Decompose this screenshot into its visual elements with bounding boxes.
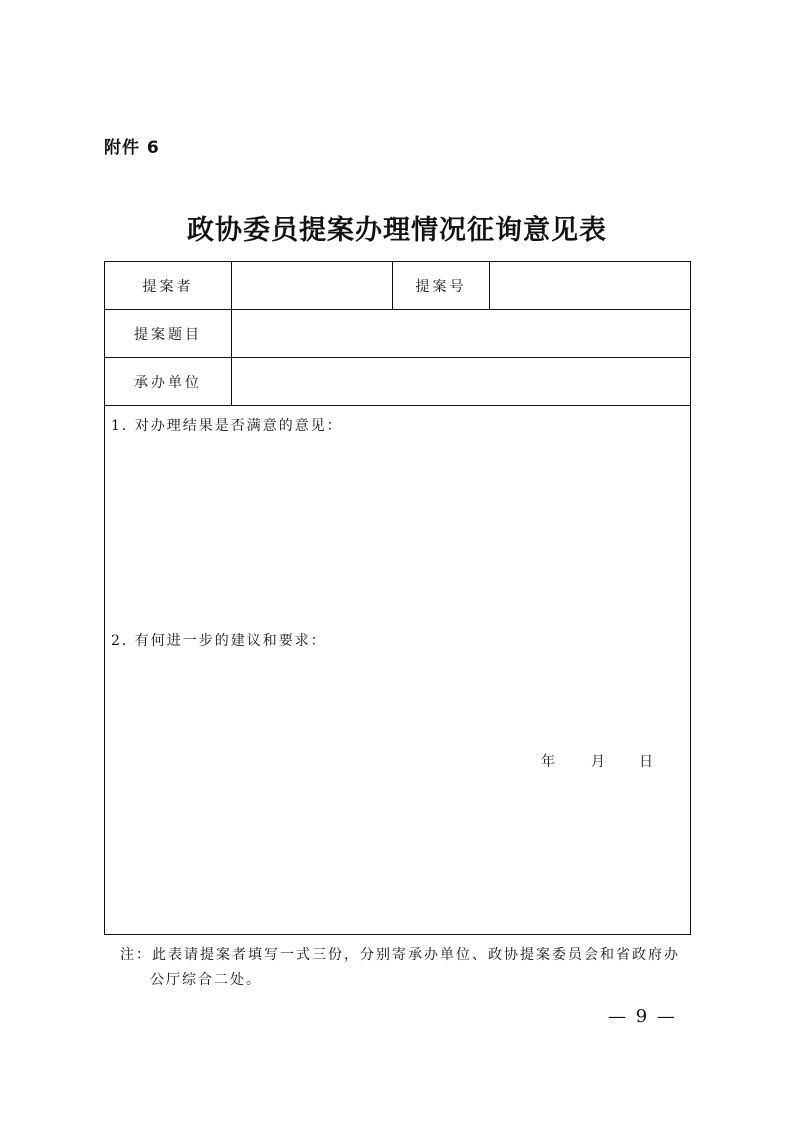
- proposal-number-field[interactable]: [490, 262, 690, 309]
- footnote-line-1: 注：此表请提案者填写一式三份，分别寄承办单位、政协提案委员会和省政府办: [120, 947, 680, 963]
- opinion-form-table: [104, 261, 691, 935]
- question-suggestions: 2. 有何进一步的建议和要求：: [111, 633, 327, 649]
- proposer-field[interactable]: [232, 262, 393, 309]
- handling-unit-label: 承办单位: [105, 358, 232, 405]
- page-number: — 9 —: [608, 1006, 677, 1027]
- footnote: [120, 943, 698, 993]
- proposer-label: 提案者: [105, 262, 232, 309]
- date-year-label: 年: [541, 754, 555, 770]
- document-title: 政协委员提案办理情况征询意见表: [187, 215, 607, 246]
- subject-label: 提案题目: [105, 310, 232, 357]
- form-row-proposer: [105, 262, 690, 310]
- attachment-label: 附件 6: [104, 138, 160, 158]
- form-row-subject: [105, 310, 690, 358]
- subject-field[interactable]: [232, 310, 690, 357]
- proposal-number-label: 提案号: [393, 262, 490, 309]
- footnote-line-2: 公厅综合二处。: [150, 972, 262, 988]
- date-month-label: 月: [591, 754, 605, 770]
- date-day-label: 日: [639, 754, 653, 770]
- form-row-handling-unit: [105, 358, 690, 406]
- question-satisfaction: 1. 对办理结果是否满意的意见：: [111, 418, 343, 434]
- handling-unit-field[interactable]: [232, 358, 690, 405]
